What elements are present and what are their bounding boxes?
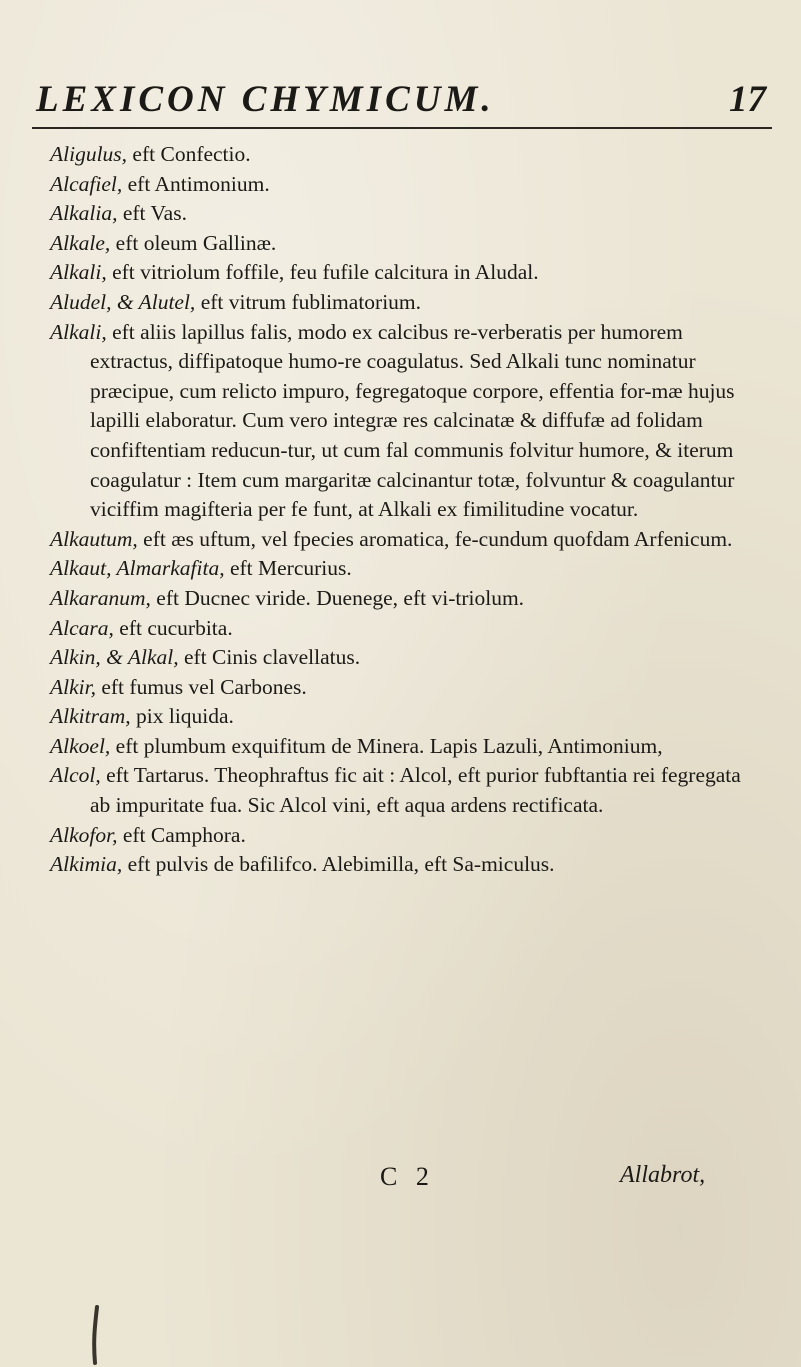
lexicon-entry <box>50 673 762 703</box>
running-title: LEXICON CHYMICUM. <box>36 79 495 120</box>
entry-headword: Alkali, <box>50 319 107 344</box>
entry-headword: Alkali, <box>50 260 107 285</box>
lexicon-entry <box>50 554 762 584</box>
entry-definition: eft cucurbita. <box>113 615 233 640</box>
lexicon-entry <box>50 732 762 762</box>
entry-definition: eft Confectio. <box>127 142 251 166</box>
entry-headword: Alkaranum, <box>50 585 151 610</box>
entry-definition: eft pulvis de bafilifco. Alebimilla, eft Sa-miculus. <box>122 852 555 877</box>
lexicon-entry <box>50 258 762 288</box>
catchword: Allabrot, <box>620 1162 706 1188</box>
entry-definition: eft Camphora. <box>117 822 246 847</box>
entry-headword: Aligulus, <box>50 142 128 166</box>
entry-headword: Alcara, <box>50 615 114 640</box>
entry-definition: eft Vas. <box>117 201 187 226</box>
entry-headword: Alcafiel, <box>50 171 123 196</box>
lexicon-entries <box>50 140 762 880</box>
entry-headword: Alkoel, <box>50 733 111 758</box>
lexicon-entry <box>50 850 762 880</box>
lexicon-entry <box>50 140 762 170</box>
entry-definition: eft Ducnec viride. Duenege, eft vi-triolum. <box>150 585 525 610</box>
lexicon-entry <box>50 702 762 732</box>
entry-definition: eft Mercurius. <box>224 556 352 581</box>
entry-headword: Alkir, <box>50 674 96 699</box>
entry-definition: eft Cinis clavellatus. <box>178 645 361 670</box>
lexicon-entry <box>50 643 762 673</box>
lexicon-entry <box>50 288 762 318</box>
entry-headword: Alkitram, <box>50 704 131 729</box>
entry-headword: Alkale, <box>50 230 111 255</box>
lexicon-entry <box>50 584 762 614</box>
page-footer <box>0 1162 801 1202</box>
lexicon-entry <box>50 761 762 820</box>
entry-headword: Alkaut, Almarkafita, <box>50 556 225 581</box>
lexicon-entry <box>50 318 762 525</box>
entry-headword: Alkimia, <box>50 852 123 877</box>
entry-definition: eft vitrum fublimatorium. <box>195 289 422 314</box>
ink-mark <box>85 1305 109 1365</box>
entry-headword: Alcol, <box>50 763 101 788</box>
signature-mark: C 2 <box>380 1162 435 1191</box>
entry-headword: Alkofor, <box>50 822 118 847</box>
lexicon-entry <box>50 170 762 200</box>
entry-definition: eft Tartarus. Theophraftus fic ait : Alcol, eft purior fubftantia rei fegregata ab impuritate fua. Sic Alcol vini, eft aqua ardens rectificata. <box>90 763 741 818</box>
entry-headword: Alkalia, <box>50 201 118 226</box>
lexicon-entry <box>50 821 762 851</box>
entry-definition: pix liquida. <box>130 704 234 729</box>
entry-headword: Aludel, & Alutel, <box>50 289 196 314</box>
entry-definition: eft aliis lapillus falis, modo ex calcibus re-verberatis per humorem extractus, diffipatoque humo-re coagulatus. Sed Alkali tunc nominatur præcipue, cum relicto impuro, fegregatoque corpore, effentia for-mæ hujus lapilli elaboratur. Cum vero integræ res calcinatæ & diffufæ ad folidam confiftentiam reducun-tur, ut cum fal communis folvitur humore, & iterum coagulatur : Item cum margaritæ calcinantur totæ, folvuntur & coagulantur viciffim magifteria per fe funt, at Alkali ex fimilitudine vocatur. <box>90 319 735 522</box>
lexicon-entry <box>50 614 762 644</box>
entry-definition: eft Antimonium. <box>122 171 270 196</box>
page-number: 17 <box>729 79 766 120</box>
header-rule <box>32 127 772 129</box>
page-header <box>36 78 766 124</box>
entry-definition: eft vitriolum foffile, feu fufile calcitura in Aludal. <box>106 260 539 285</box>
entry-definition: eft æs uftum, vel fpecies aromatica, fe-cundum quofdam Arfenicum. <box>137 526 733 551</box>
entry-definition: eft oleum Gallinæ. <box>110 230 277 255</box>
entry-definition: eft plumbum exquifitum de Minera. Lapis Lazuli, Antimonium, <box>110 733 663 758</box>
lexicon-entry <box>50 525 762 555</box>
entry-headword: Alkautum, <box>50 526 138 551</box>
entry-headword: Alkin, & Alkal, <box>50 645 179 670</box>
entry-definition: eft fumus vel Carbones. <box>95 674 307 699</box>
lexicon-entry <box>50 199 762 229</box>
lexicon-entry <box>50 229 762 259</box>
